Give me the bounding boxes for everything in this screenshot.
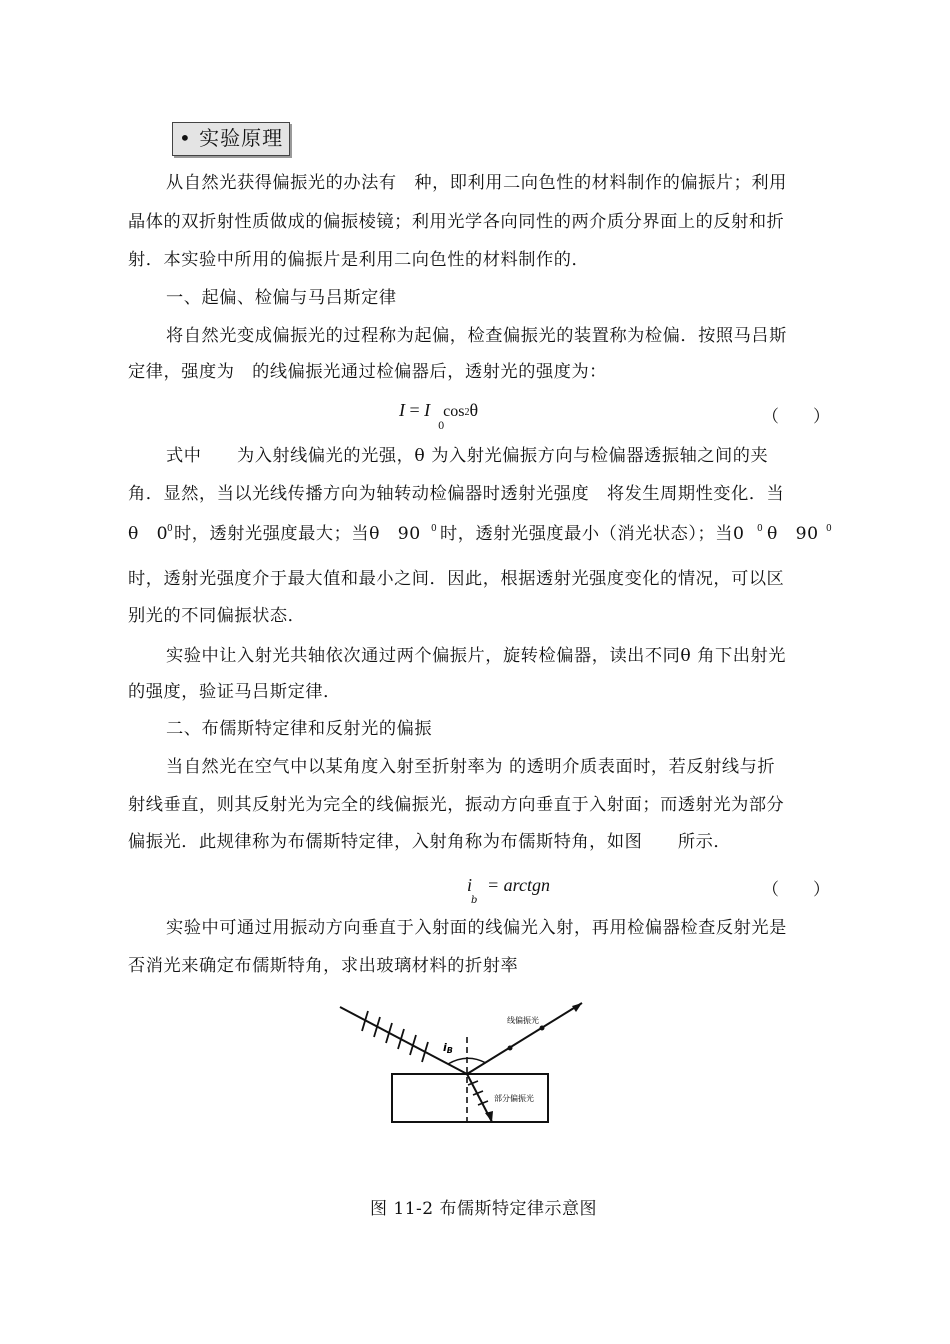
formula-symbol: θ: [469, 400, 479, 420]
subsection-heading: 二、布儒斯特定律和反射光的偏振: [166, 719, 433, 739]
formula-symbol: i: [467, 875, 473, 895]
paragraph-line: 当自然光在空气中以某角度入射至折射率为 的透明介质表面时，若反射线与折: [166, 757, 776, 777]
refracted-label: 部分偏振光: [494, 1094, 534, 1103]
brewster-diagram: [330, 995, 600, 1145]
equation-number: （ ）: [762, 407, 830, 427]
degree-mark: 0: [826, 524, 832, 534]
reflected-arrowhead: [572, 1003, 582, 1012]
section-heading: • 实验原理: [179, 126, 284, 150]
degree-mark: 0: [431, 524, 437, 534]
paragraph-line: 从自然光获得偏振光的办法有 种，即利用二向色性的材料制作的偏振片；利用: [166, 173, 787, 193]
paragraph-line: θ 0: [128, 524, 169, 544]
paragraph-line: 实验中可通过用振动方向垂直于入射面的线偏光入射，再用检偏器检查反射光是: [166, 918, 787, 938]
paragraph-line: 定律，强度为 的线偏振光通过检偏器后，透射光的强度为：: [128, 362, 607, 382]
figure-caption: 图 11-2 布儒斯特定律示意图: [370, 1199, 597, 1219]
formula-subscript: 0: [438, 421, 445, 432]
paragraph-line: 时，透射光强度最小（消光状态）；当0: [440, 524, 745, 544]
formula-superscript: 2: [464, 407, 470, 418]
angle-label: iB: [443, 1041, 453, 1055]
paragraph-line: 射线垂直，则其反射光为完全的线偏振光，振动方向垂直于入射面；而透射光为部分: [128, 795, 785, 815]
equation-number: （ ）: [762, 880, 830, 900]
reflected-label: 线偏振光: [507, 1016, 539, 1025]
paragraph-line: θ 90: [767, 524, 819, 544]
degree-mark: 0: [757, 524, 763, 534]
paragraph-line: 式中 为入射线偏光的光强，θ 为入射光偏振方向与检偏器透振轴之间的夹: [166, 446, 769, 466]
subsection-heading: 一、起偏、检偏与马吕斯定律: [166, 288, 397, 308]
formula-symbol: cos: [443, 403, 465, 420]
formula-symbol: =: [409, 400, 420, 420]
malus-formula: [399, 400, 478, 421]
paragraph-line: 的强度，验证马吕斯定律．: [128, 682, 341, 702]
paragraph-line: 将自然光变成偏振光的过程称为起偏，检查偏振光的装置称为检偏．按照马吕斯: [166, 326, 787, 346]
incident-ray: [340, 1007, 467, 1074]
formula-symbol: = arctgn: [487, 875, 550, 895]
paragraph-line: 角．显然，当以光线传播方向为轴转动检偏器时透射光强度 将发生周期性变化．当: [128, 484, 785, 504]
reflected-ray: [467, 1003, 582, 1074]
formula-subscript: b: [471, 895, 478, 906]
paragraph-line: 别光的不同偏振状态．: [128, 606, 306, 626]
paragraph-line: 时，透射光强度最大；当θ 90: [174, 524, 421, 544]
formula-symbol: I: [424, 400, 431, 420]
degree-mark: 0: [167, 524, 173, 534]
paragraph-line: 偏振光．此规律称为布儒斯特定律，入射角称为布儒斯特角，如图 所示．: [128, 832, 732, 852]
paragraph-line: 否消光来确定布儒斯特角，求出玻璃材料的折射率: [128, 956, 519, 976]
paragraph-line: 实验中让入射光共轴依次通过两个偏振片，旋转检偏器，读出不同θ 角下出射光: [166, 646, 786, 666]
paragraph-line: 时，透射光强度介于最大值和最小之间．因此，根据透射光强度变化的情况，可以区: [128, 569, 785, 589]
brewster-formula: [467, 875, 550, 896]
paragraph-line: 射．本实验中所用的偏振片是利用二向色性的材料制作的．: [128, 250, 590, 270]
section-heading-box: [172, 122, 290, 156]
formula-symbol: I: [399, 400, 405, 420]
paragraph-line: 晶体的双折射性质做成的偏振棱镜；利用光学各向同性的两介质分界面上的反射和折: [128, 212, 785, 232]
